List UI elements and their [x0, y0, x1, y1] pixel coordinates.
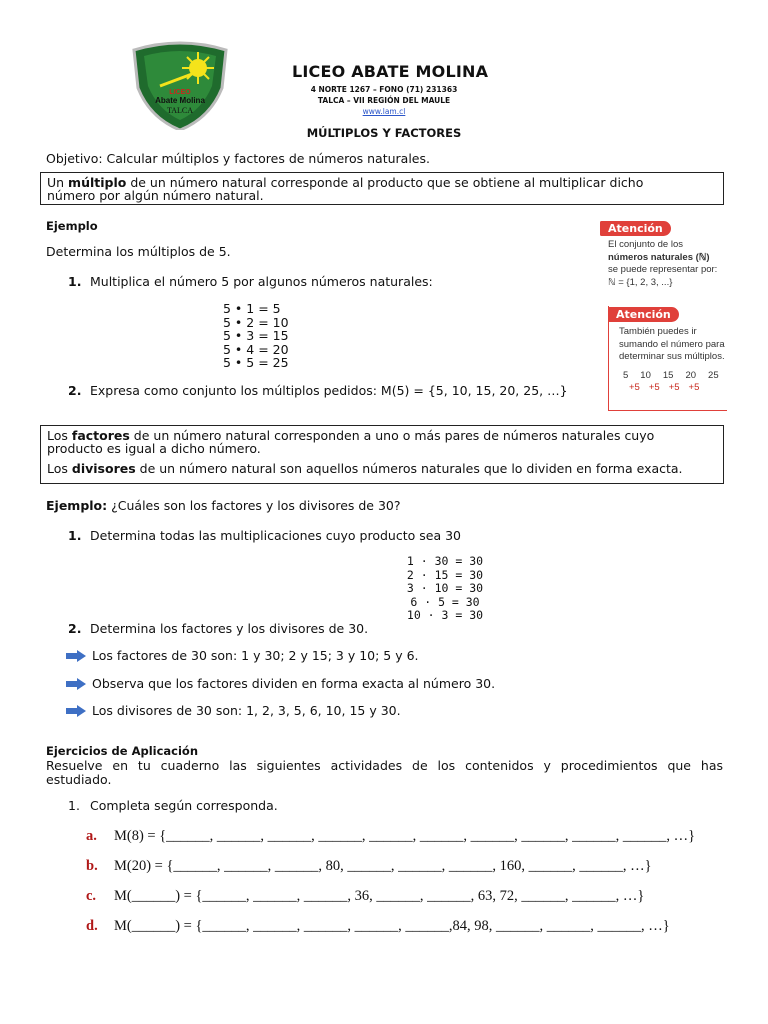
exercise-row-d	[86, 918, 670, 935]
school-logo	[130, 40, 230, 130]
attention-line: También puedes ir	[619, 326, 697, 337]
exercise-text: M(______) = {______, ______, ______, ______, ______,84, 98, ______, ______, ______, …}	[114, 918, 670, 934]
example1-heading: Ejemplo	[46, 219, 98, 233]
equation: 3 · 10 = 30	[406, 581, 484, 595]
exercise-row-c	[86, 888, 644, 905]
bullet-text: Los divisores de 30 son: 1, 2, 3, 5, 6, 10, 15 y 30.	[92, 703, 401, 718]
step-text: Determina todas las multiplicaciones cuyo producto sea 30	[90, 528, 461, 543]
school-region: TALCA – VII REGIÓN DEL MAULE	[317, 96, 451, 105]
bullet-text: Observa que los factores dividen en forma exacta al número 30.	[92, 676, 496, 691]
item-number: 1.	[68, 798, 80, 813]
exercise-row-b	[86, 858, 652, 875]
sequence-value: 15	[662, 369, 674, 381]
step-number: 2.	[68, 621, 82, 636]
equation: 5 • 1 = 5	[223, 301, 281, 316]
school-website-link[interactable]: www.lam.cl	[362, 107, 406, 116]
attention-line: ℕ = {1, 2, 3, ...}	[608, 276, 673, 288]
increment-value: +5	[668, 382, 680, 393]
example2-question: ¿Cuáles son los factores y los divisores de 30?	[107, 498, 401, 513]
definition-line2: número por algún número natural.	[47, 188, 264, 203]
step-text: Determina los factores y los divisores de 30.	[90, 621, 369, 636]
example1-step2	[68, 383, 568, 398]
exercise-letter: a.	[86, 828, 97, 844]
attention-line: El conjunto de los	[608, 239, 683, 250]
item-text: Completa según corresponda.	[90, 798, 278, 813]
definition-pre: Un	[47, 175, 69, 190]
attention-tag: Atención	[600, 221, 671, 236]
sequence-value: 5	[623, 369, 629, 381]
example2-step2	[68, 621, 368, 636]
step-text: Expresa como conjunto los múltiplos pedidos: M(5) = {5, 10, 15, 20, 25, …}	[90, 383, 568, 398]
equation: 6 · 5 = 30	[410, 594, 480, 609]
step-text: Multiplica el número 5 por algunos números naturales:	[90, 274, 433, 289]
equation: 5 • 3 = 15	[223, 328, 289, 343]
right-arrow-icon	[66, 705, 86, 717]
equation: 5 • 2 = 10	[223, 314, 289, 330]
exercise-text: M(8) = {______, ______, ______, ______, ______, ______, ______, ______, ______, ______, …}	[114, 828, 696, 844]
example2-heading	[46, 498, 401, 513]
exercise-text: M(______) = {______, ______, ______, 36, ______, ______, 63, 72, ______, ______, …}	[114, 888, 645, 904]
logo-text-city: TALCA	[166, 106, 194, 115]
page-title: MÚLTIPLOS Y FACTORES	[306, 126, 462, 140]
sequence-value: 20	[685, 369, 697, 381]
definition-pre: Los	[47, 461, 72, 476]
exercise-letter: c.	[86, 888, 97, 904]
attention-box-1	[600, 220, 725, 289]
attention-line: determinar sus múltiplos.	[619, 351, 725, 362]
definition-line2: producto es igual a dicho número.	[47, 441, 261, 456]
exercise-text: M(20) = {______, ______, ______, 80, ______, ______, ______, 160, ______, ______, …}	[114, 858, 652, 874]
increment-sequence	[609, 382, 727, 395]
attention-tag: Atención	[608, 307, 679, 322]
step-number: 2.	[68, 383, 82, 398]
equation: 5 • 5 = 25	[223, 355, 289, 370]
increment-value: +5	[648, 382, 660, 393]
school-name: LICEO ABATE MOLINA	[292, 62, 489, 81]
logo-text-liceo: LICEO	[169, 89, 191, 96]
school-address: 4 NORTE 1267 – FONO (71) 231363	[310, 85, 458, 94]
multiples-sequence	[609, 370, 727, 383]
exercises-intro-line1: Resuelve en tu cuaderno las siguientes actividades de los contenidos y procedimientos que has	[46, 758, 723, 773]
definition-pre: Los	[47, 428, 72, 443]
right-arrow-icon	[66, 650, 86, 662]
equation: 1 · 30 = 30	[406, 554, 484, 568]
attention-box-2	[608, 306, 727, 411]
right-arrow-icon	[66, 678, 86, 690]
exercise-letter: b.	[86, 858, 98, 874]
attention-line: números naturales (ℕ)	[608, 251, 710, 263]
definition-rest: de un número natural corresponden a uno o más pares de números naturales cuyo	[129, 428, 655, 443]
logo-text-name: Abate Molina	[155, 96, 205, 105]
equation: 10 · 3 = 30	[406, 608, 484, 622]
example2-label: Ejemplo:	[46, 498, 108, 513]
bullet-divisors	[66, 703, 401, 718]
example2-step1	[68, 528, 461, 543]
definition-term: múltiplo	[68, 175, 127, 190]
attention-line: se puede representar por:	[608, 264, 718, 275]
example1-prompt: Determina los múltiplos de 5.	[46, 244, 231, 259]
bullet-factors	[66, 648, 419, 663]
definition-rest: de un número natural son aquellos números naturales que lo dividen en forma exacta.	[135, 461, 683, 476]
exercise-letter: d.	[86, 918, 98, 934]
bullet-observation	[66, 676, 495, 691]
step-number: 1.	[68, 274, 82, 289]
definition-term: factores	[71, 428, 130, 443]
definition-factors-box	[40, 425, 724, 484]
definition-term: divisores	[71, 461, 136, 476]
bullet-text: Los factores de 30 son: 1 y 30; 2 y 15; 3 y 10; 5 y 6.	[92, 648, 419, 663]
exercise-item-1	[68, 798, 278, 813]
exercises-intro-line2: estudiado.	[46, 772, 112, 787]
increment-value: +5	[629, 382, 640, 393]
sequence-value: 10	[640, 369, 651, 381]
objective-text: Objetivo: Calcular múltiplos y factores de números naturales.	[46, 151, 430, 166]
example2-equations	[390, 555, 500, 623]
exercise-row-a	[86, 828, 695, 845]
equation: 2 · 15 = 30	[406, 567, 484, 582]
example1-step1	[68, 274, 433, 289]
attention-line: sumando el número para	[619, 338, 725, 350]
definition-multiple-box	[40, 172, 724, 205]
example1-equations	[223, 302, 289, 370]
equation: 5 • 4 = 20	[223, 341, 289, 357]
definition-rest: de un número natural corresponde al producto que se obtiene al multiplicar dicho	[126, 175, 644, 190]
increment-value: +5	[688, 382, 700, 393]
step-number: 1.	[68, 528, 82, 543]
exercises-heading: Ejercicios de Aplicación	[46, 744, 199, 758]
sequence-value: 25	[708, 369, 719, 381]
